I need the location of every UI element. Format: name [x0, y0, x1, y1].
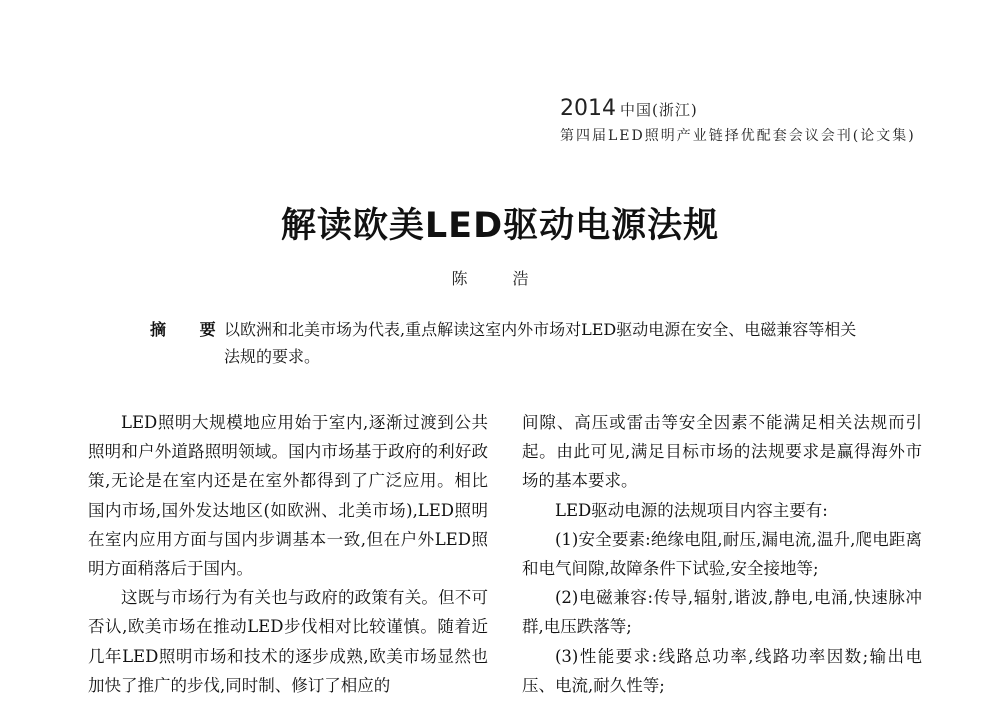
right-item-1: (1)安全要素:绝缘电阻,耐压,漏电流,温升,爬电距离和电气间隙,故障条件下试验,安全接地等;	[522, 529, 922, 579]
journal-header	[560, 96, 980, 145]
header-year: 2014	[560, 96, 616, 121]
author: 陈 浩	[451, 269, 549, 288]
right-column	[522, 408, 922, 700]
right-paragraph-2: LED驱动电源的法规项目内容主要有:	[555, 500, 828, 520]
left-paragraph-2: 这既与市场行为有关也与政府的政策有关。但不可否认,欧美市场在推动LED步伐相对比较谨慎。随着近几年LED照明市场和技术的逐步成熟,欧美市场显然也加快了推广的步伐,同时制、修订了相应的	[88, 588, 488, 695]
left-column	[88, 408, 488, 700]
header-year-region	[560, 96, 980, 121]
paper-title: 解读欧美LED驱动电源法规	[280, 206, 720, 246]
right-item-3: (3)性能要求:线路总功率,线路功率因数;输出电压、电流,耐久性等;	[522, 646, 922, 695]
right-paragraph-1: 间隙、高压或雷击等安全因素不能满足相关法规而引起。由此可见,满足目标市场的法规要求是赢得海外市场的基本要求。	[522, 413, 922, 491]
header-region: 中国(浙江)	[620, 101, 698, 119]
right-item-2: (2)电磁兼容:传导,辐射,谐波,静电,电涌,快速脉冲群,电压跌落等;	[522, 588, 922, 637]
abstract-label: 摘 要	[150, 320, 230, 339]
abstract	[150, 316, 870, 370]
header-conference: 第四届LED照明产业链择优配套会议会刊(论文集)	[560, 128, 916, 144]
left-paragraph-1: LED照明大规模地应用始于室内,逐渐过渡到公共照明和户外道路照明领域。国内市场基于政府的利好政策,无论是在室内还是在室外都得到了广泛应用。相比国内市场,国外发达地区(如欧洲、北美市场),LED照明在室内应用方面与国内步调基本一致,但在户外LED照明方面稍落后于国内。	[88, 413, 488, 579]
abstract-text: 以欧洲和北美市场为代表,重点解读这室内外市场对LED驱动电源在安全、电磁兼容等相关法规的要求。	[224, 320, 857, 366]
